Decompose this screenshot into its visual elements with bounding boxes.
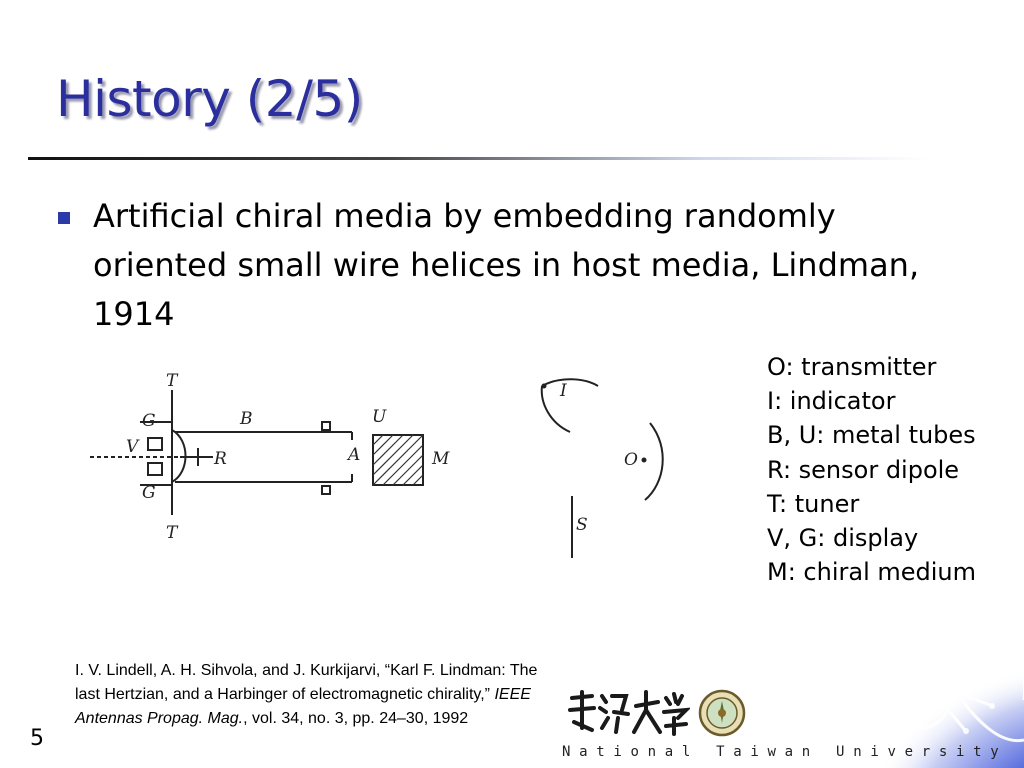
label-g-top: G <box>142 411 156 431</box>
label-i: I <box>560 381 567 401</box>
legend-item: T: tuner <box>767 489 860 518</box>
ntu-calligraphy-logo <box>566 688 690 738</box>
citation-journal: IEEE Antennas Propag. Mag. <box>75 686 531 727</box>
label-b: B <box>240 409 253 429</box>
label-v: V <box>126 437 139 457</box>
lindman-setup-figure <box>520 368 680 568</box>
label-o: O <box>624 450 638 470</box>
bullet-text: Artificial chiral media by embedding randomly oriented small wire helices in host media, Lindman, 1914 <box>93 197 920 333</box>
legend-item: V, G: display <box>767 524 919 553</box>
citation-details: , vol. 34, no. 3, pp. 24–30, 1992 <box>243 710 469 727</box>
legend-item: R: sensor dipole <box>767 455 960 484</box>
label-t-bottom: T <box>166 523 178 543</box>
lindman-apparatus-figure <box>80 360 480 550</box>
title-divider <box>28 157 928 160</box>
bullet-marker <box>58 212 70 224</box>
citation <box>75 659 545 731</box>
label-s: S <box>576 515 588 535</box>
page-number: 5 <box>30 726 44 751</box>
label-u: U <box>372 407 387 427</box>
label-g-bottom: G <box>142 483 156 503</box>
legend-item: M: chiral medium <box>767 558 977 587</box>
slide-title: History (2/5) <box>56 70 363 128</box>
university-name: National Taiwan University <box>562 744 1008 760</box>
label-m: M <box>432 449 450 469</box>
legend-item: I: indicator <box>767 387 896 416</box>
label-a: A <box>348 445 361 465</box>
citation-authors: I. V. Lindell, A. H. Sihvola, and J. Kurkijarvi, “Karl F. Lindman: The last Hertzian, and a Harbinger of electromagnetic chirality,” <box>75 662 538 703</box>
figure-legend <box>767 350 976 589</box>
legend-item: B, U: metal tubes <box>767 421 976 450</box>
ntu-seal-icon <box>698 689 746 737</box>
label-r: R <box>214 449 227 469</box>
label-t-top: T <box>166 371 178 391</box>
legend-item: O: transmitter <box>767 353 937 381</box>
